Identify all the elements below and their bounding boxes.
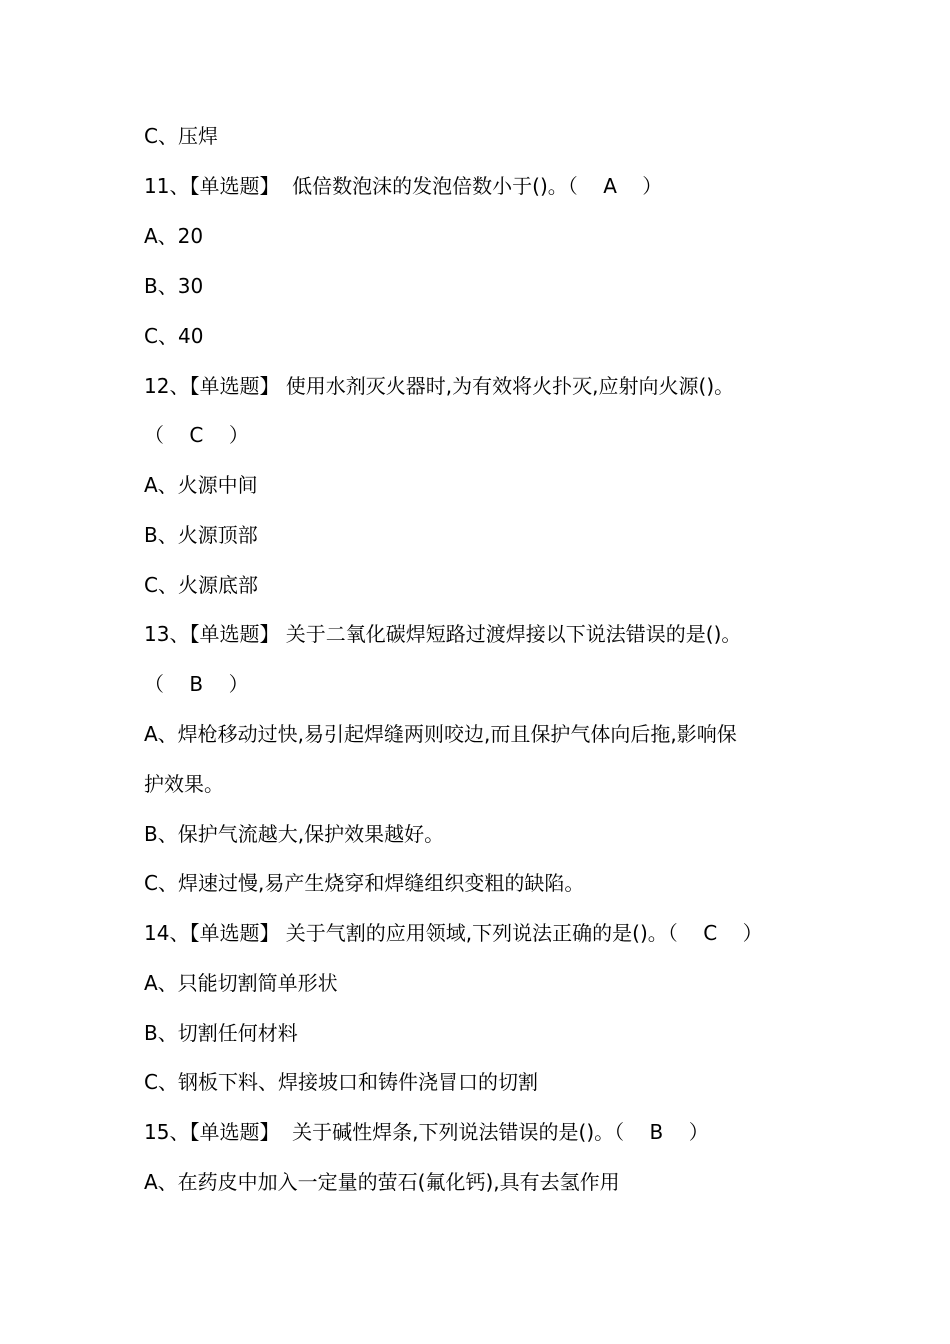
option-c-12: C、火源底部 xyxy=(144,573,258,597)
option-a-12: A、火源中间 xyxy=(144,473,258,497)
option-b-11: B、30 xyxy=(144,274,204,298)
question-14: 14、【单选题】 关于气割的应用领域,下列说法正确的是()。（ C ） xyxy=(144,921,763,945)
option-c-13: C、焊速过慢,易产生烧穿和焊缝组织变粗的缺陷。 xyxy=(144,871,585,895)
option-a-15: A、在药皮中加入一定量的萤石(氟化钙),具有去氢作用 xyxy=(144,1170,620,1194)
option-a-13-cont: 护效果。 xyxy=(144,772,224,796)
option-c-10: C、压焊 xyxy=(144,124,218,148)
option-b-13: B、保护气流越大,保护效果越好。 xyxy=(144,822,445,846)
option-a-13: A、焊枪移动过快,易引起焊缝两则咬边,而且保护气体向后拖,影响保 xyxy=(144,722,737,746)
question-13: 13、【单选题】 关于二氧化碳焊短路过渡焊接以下说法错误的是()。 xyxy=(144,622,742,646)
option-a-11: A、20 xyxy=(144,224,204,248)
answer-13: （ B ） xyxy=(144,672,249,696)
option-b-14: B、切割任何材料 xyxy=(144,1021,298,1045)
question-11: 11、【单选题】 低倍数泡沫的发泡倍数小于()。（ A ） xyxy=(144,174,663,198)
option-c-11: C、40 xyxy=(144,324,204,348)
option-c-14: C、钢板下料、焊接坡口和铸件浇冒口的切割 xyxy=(144,1070,538,1094)
answer-12: （ C ） xyxy=(144,423,249,447)
question-15: 15、【单选题】 关于碱性焊条,下列说法错误的是()。（ B ） xyxy=(144,1120,709,1144)
option-a-14: A、只能切割简单形状 xyxy=(144,971,338,995)
option-b-12: B、火源顶部 xyxy=(144,523,258,547)
question-12: 12、【单选题】 使用水剂灭火器时,为有效将火扑灭,应射向火源()。 xyxy=(144,374,735,398)
